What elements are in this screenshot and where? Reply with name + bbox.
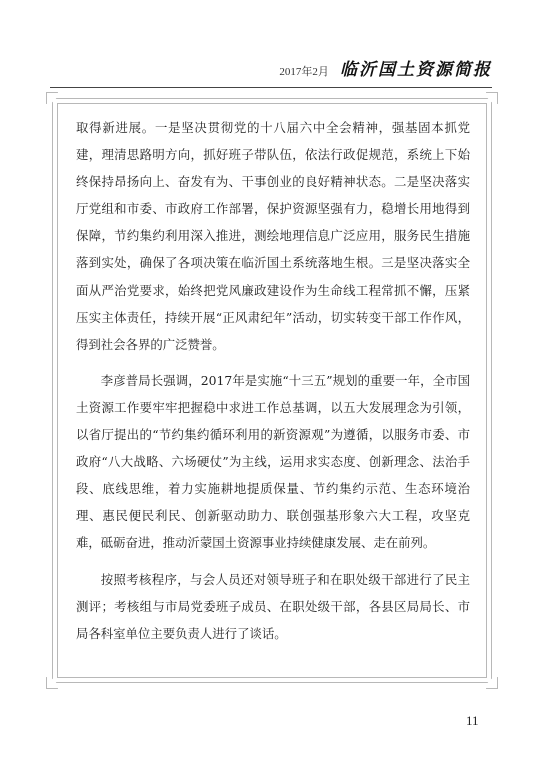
paragraph-assessment: 按照考核程序，与会人员还对领导班子和在职处级干部进行了民主测评；考核组与市局党委班子成员、在职处级干部，各县区局局长、市局各科室单位主要负责人进行了谈话。 <box>76 571 470 641</box>
page-number: 11 <box>466 713 479 728</box>
header-rule <box>50 87 492 88</box>
article-body <box>76 114 470 656</box>
paragraph-continuation: 取得新进展。一是坚决贯彻党的十八届六中全会精神，强基固本抓党建，理清思路明方向，抓好班子带队伍，依法行政促规范，系统上下始终保持昂扬向上、奋发有为、干事创业的良好精神状态。二是坚决落实厅党组和市委、市政府工作部署，保护资源坚强有力，稳增长用地得到保障，节约集约利用深入推进，测绘地理信息广泛应用，服务民生措施落到实处，确保了各项决策在临沂国土系统落地生根。三是坚决落实全面从严治党要求，始终把党风廉政建设作为生命线工程常抓不懈，压紧压实主体责任，持续开展“正风肃纪年”活动，切实转变干部工作作风，得到社会各界的广泛赞誉。 <box>76 120 470 352</box>
publication-title: 临沂国土资源简报 <box>340 60 492 80</box>
header-text <box>279 55 492 80</box>
paragraph-director-remarks: 李彦普局长强调，2017年是实施“十三五”规划的重要一年，全市国土资源工作要牢牢把握稳中求进工作总基调，以五大发展理念为引领，以省厅提出的“节约集约循环利用的新资源观”为遵循，以服务市委、市政府“八大战略、六场硬仗”为主线，运用求实态度、创新理念、法治手段、底线思维，着力实施耕地提质保量、节约集约示范、生态环境治理、惠民便民利民、创新驱动助力、联创强基形象六大工程，攻坚克难，砥砺奋进，推动沂蒙国土资源事业持续健康发展、走在前列。 <box>76 372 470 551</box>
issue-date: 2017年2月 <box>279 66 329 78</box>
page-header <box>50 58 492 88</box>
